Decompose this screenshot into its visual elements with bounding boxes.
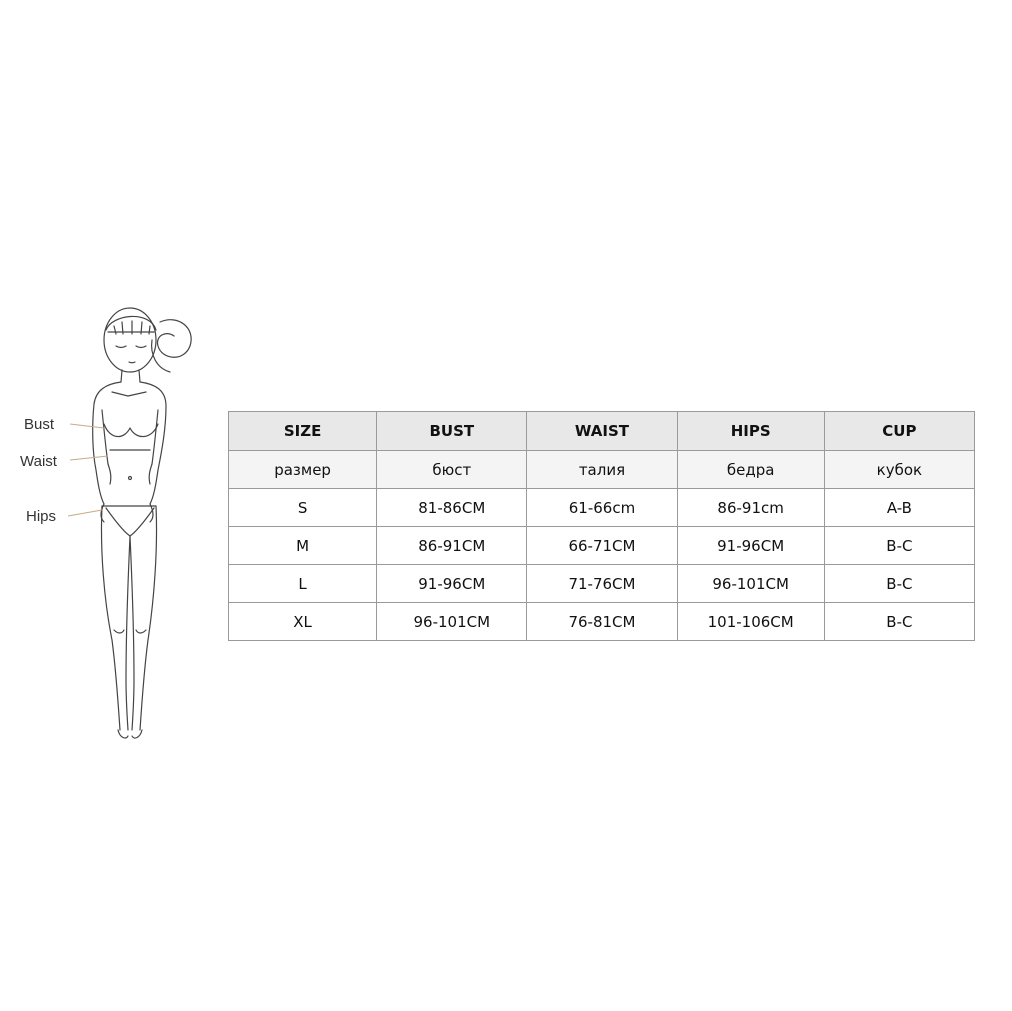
cell-hips: 91-96CM: [677, 527, 824, 565]
cell-bust: 96-101CM: [377, 603, 527, 641]
cell-size: XL: [229, 603, 377, 641]
cell-hips: 101-106CM: [677, 603, 824, 641]
subheader-waist: талия: [527, 451, 677, 489]
table-row: [229, 489, 975, 527]
table-row: [229, 565, 975, 603]
header-cup: CUP: [824, 412, 974, 451]
subheader-cup: кубок: [824, 451, 974, 489]
cell-hips: 86-91cm: [677, 489, 824, 527]
cell-cup: B-C: [824, 565, 974, 603]
header-bust: BUST: [377, 412, 527, 451]
header-waist: WAIST: [527, 412, 677, 451]
header-hips: HIPS: [677, 412, 824, 451]
table-row: [229, 527, 975, 565]
cell-bust: 91-96CM: [377, 565, 527, 603]
cell-cup: B-C: [824, 603, 974, 641]
waist-label: Waist: [20, 453, 57, 470]
subheader-bust: бюст: [377, 451, 527, 489]
table-row: [229, 603, 975, 641]
body-measurement-figure: [0, 300, 220, 745]
subheader-hips: бедра: [677, 451, 824, 489]
cell-waist: 76-81CM: [527, 603, 677, 641]
table-subheader-row: [229, 451, 975, 489]
bust-label: Bust: [24, 416, 55, 433]
cell-cup: B-C: [824, 527, 974, 565]
table-header-row: [229, 412, 975, 451]
header-size: SIZE: [229, 412, 377, 451]
cell-bust: 86-91CM: [377, 527, 527, 565]
cell-hips: 96-101CM: [677, 565, 824, 603]
cell-waist: 66-71CM: [527, 527, 677, 565]
cell-waist: 71-76CM: [527, 565, 677, 603]
cell-size: L: [229, 565, 377, 603]
size-chart-table: [228, 411, 975, 641]
subheader-size: размер: [229, 451, 377, 489]
hips-label: Hips: [26, 508, 57, 525]
cell-size: S: [229, 489, 377, 527]
cell-size: M: [229, 527, 377, 565]
cell-waist: 61-66cm: [527, 489, 677, 527]
cell-cup: A-B: [824, 489, 974, 527]
cell-bust: 81-86CM: [377, 489, 527, 527]
